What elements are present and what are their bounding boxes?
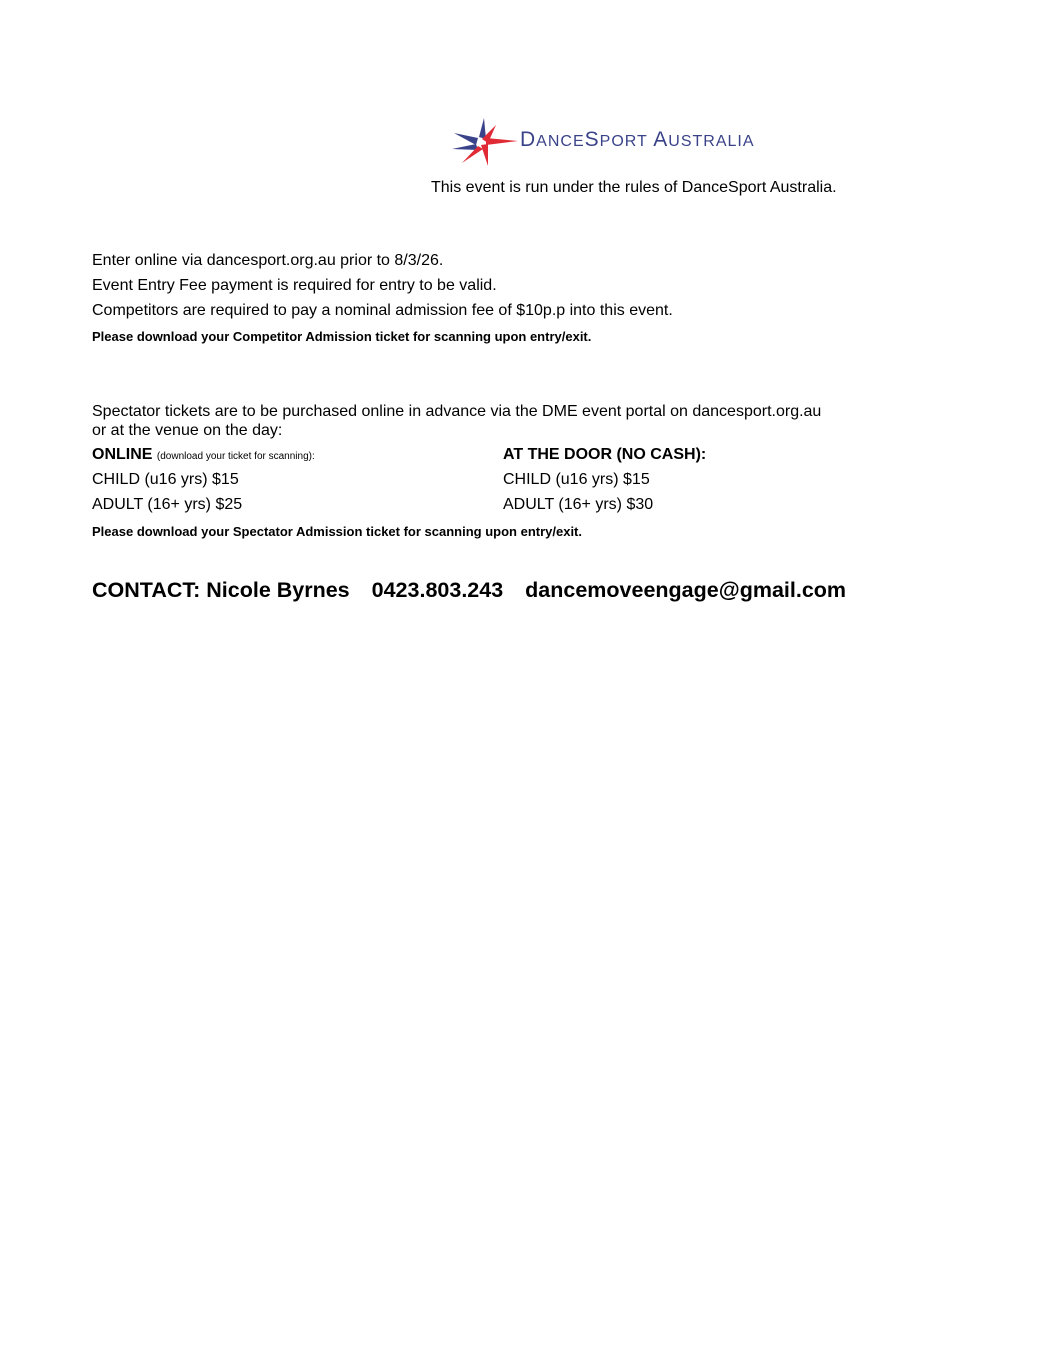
spectator-ticket-note: Please download your Spectator Admission ticket for scanning upon entry/exit. xyxy=(92,524,583,539)
door-child-price: CHILD (u16 yrs) $15 xyxy=(503,471,650,488)
online-heading: ONLINE xyxy=(92,446,153,463)
rules-statement: This event is run under the rules of DanceSport Australia. xyxy=(431,179,837,196)
contact-phone: 0423.803.243 xyxy=(371,578,504,602)
entry-line-admission: Competitors are required to pay a nominal admission fee of $10p.p into this event. xyxy=(92,302,673,319)
door-adult-price: ADULT (16+ yrs) $30 xyxy=(503,496,654,513)
logo-letters: PORT xyxy=(599,133,648,150)
online-child-price: CHILD (u16 yrs) $15 xyxy=(92,471,239,488)
spectator-intro-line2: or at the venue on the day: xyxy=(92,422,283,439)
logo-wordmark xyxy=(520,129,755,150)
logo-letter: D xyxy=(520,128,537,151)
logo-letter: S xyxy=(584,128,600,151)
entry-line-fee: Event Entry Fee payment is required for entry to be valid. xyxy=(92,277,497,294)
entry-line-online: Enter online via dancesport.org.au prior to 8/3/26. xyxy=(92,252,444,269)
logo-letters: ANCE xyxy=(536,133,585,150)
contact-email: dancemoveengage@gmail.com xyxy=(525,578,847,602)
logo-letters: USTRALIA xyxy=(668,133,755,150)
dancesport-australia-logo xyxy=(452,117,842,167)
spectator-intro-line1: Spectator tickets are to be purchased online in advance via the DME event portal on dancesport.org.au xyxy=(92,403,822,420)
online-subnote: (download your ticket for scanning): xyxy=(156,451,315,462)
competitor-ticket-note: Please download your Competitor Admission ticket for scanning upon entry/exit. xyxy=(92,329,592,344)
logo-letter: A xyxy=(653,128,669,151)
online-adult-price: ADULT (16+ yrs) $25 xyxy=(92,496,243,513)
door-heading: AT THE DOOR (NO CASH): xyxy=(503,446,707,463)
contact-line xyxy=(92,578,846,603)
online-heading-row xyxy=(92,445,315,466)
star-logo-icon xyxy=(452,117,518,167)
contact-name: CONTACT: Nicole Byrnes xyxy=(92,578,350,602)
